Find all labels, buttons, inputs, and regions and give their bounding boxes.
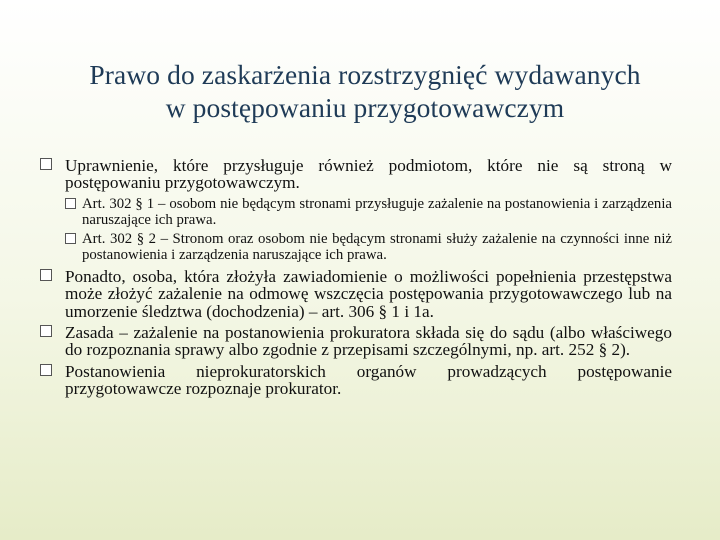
square-bullet-icon [40, 364, 52, 376]
slide-title-line-1: Prawo do zaskarżenia rozstrzygnięć wydawanych [89, 59, 641, 90]
sub-bullet-item [65, 231, 672, 264]
bullet-text: Uprawnienie, które przysługuje również podmiotom, które nie są stroną w postępowaniu przygotowawczym. [65, 156, 672, 193]
bullet-item [40, 268, 672, 320]
bullet-item [40, 157, 672, 192]
sub-bullet-item [65, 196, 672, 229]
bullet-text: Postanowienia nieprokuratorskich organów prowadzących postępowanie przygotowawcze rozpoznaje prokurator. [65, 361, 672, 399]
bullet-item [40, 324, 672, 359]
bullet-text: Ponadto, osoba, która złożyła zawiadomienie o możliwości popełnienia przestępstwa może złożyć zażalenie na odmowę wszczęcia postępowania przygotowawczego lub na umorzenie śledztwa (dochodzenia) – art. 306 § 1 i 1a. [65, 266, 672, 321]
square-bullet-icon [65, 233, 76, 244]
square-bullet-icon [40, 158, 52, 170]
square-bullet-icon [40, 325, 52, 337]
sub-bullet-text: Art. 302 § 2 – Stronom oraz osobom nie będącym stronami służy zażalenie na czynności inne niż postanowienia i zarządzenia naruszające ich prawa. [82, 230, 672, 264]
slide-body [40, 157, 672, 402]
bullet-text: Zasada – zażalenie na postanowienia prokuratora składa się do sądu (albo właściwego do rozpoznania sprawy albo zgodnie z przepisami szczególnymi, np. art. 252 § 2). [65, 323, 672, 360]
slide-title-line-2: w postępowaniu przygotowawczym [165, 92, 565, 123]
bullet-item [40, 363, 672, 398]
sub-bullet-text: Art. 302 § 1 – osobom nie będącym stronami przysługuje zażalenie na postanowienia i zarządzenia naruszające ich prawa. [82, 195, 672, 229]
slide-title [30, 58, 700, 124]
square-bullet-icon [65, 198, 76, 209]
square-bullet-icon [40, 269, 52, 281]
